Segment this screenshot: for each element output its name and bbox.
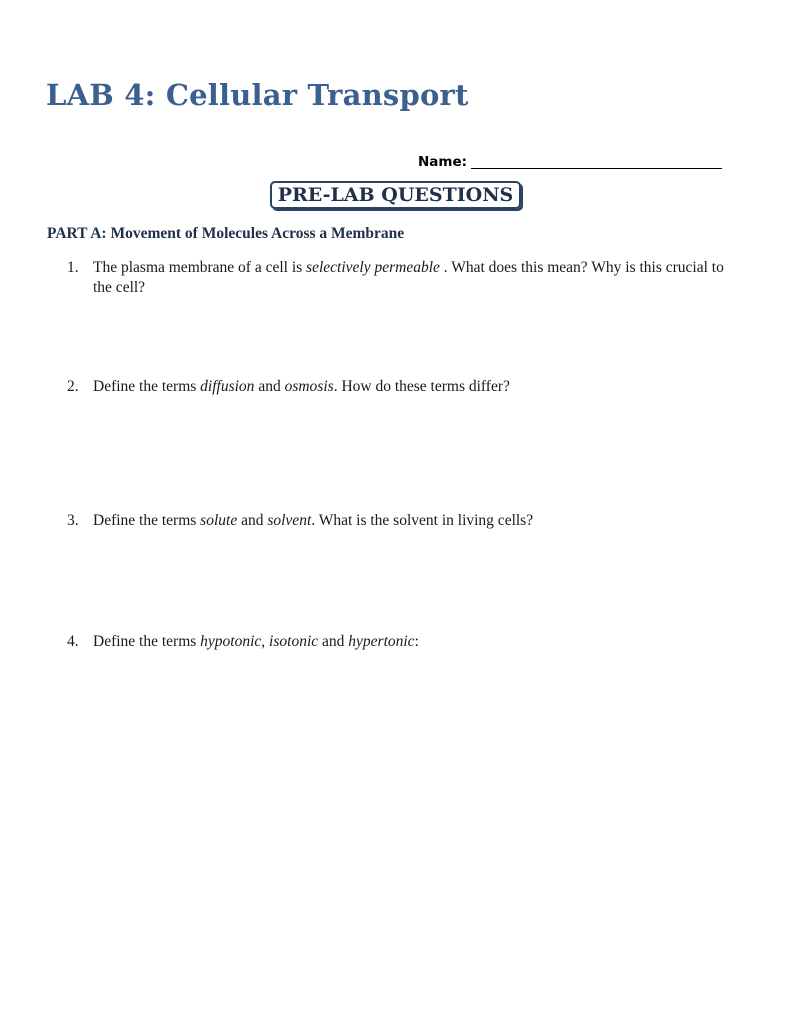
page-title: LAB 4: Cellular Transport bbox=[46, 78, 469, 112]
question-4 bbox=[67, 632, 739, 652]
question-number: 1. bbox=[67, 259, 79, 276]
question-number: 3. bbox=[67, 512, 79, 529]
question-number: 2. bbox=[67, 378, 79, 395]
question-text: The plasma membrane of a cell is selectively permeable . What does this mean? Why is this crucial to the cell? bbox=[93, 259, 724, 296]
name-label: Name: bbox=[418, 154, 468, 170]
question-text: Define the terms solute and solvent. What is the solvent in living cells? bbox=[93, 512, 534, 529]
pre-lab-questions-header: PRE-LAB QUESTIONS bbox=[270, 181, 521, 209]
question-text: Define the terms hypotonic, isotonic and hypertonic: bbox=[93, 633, 419, 650]
name-blank-line[interactable] bbox=[471, 154, 722, 169]
part-a-heading: PART A: Movement of Molecules Across a Membrane bbox=[47, 225, 405, 242]
question-1 bbox=[67, 258, 739, 298]
question-2 bbox=[67, 377, 739, 397]
question-number: 4. bbox=[67, 633, 79, 650]
question-text: Define the terms diffusion and osmosis. How do these terms differ? bbox=[93, 378, 510, 395]
name-field[interactable] bbox=[418, 151, 722, 171]
question-3 bbox=[67, 511, 739, 531]
